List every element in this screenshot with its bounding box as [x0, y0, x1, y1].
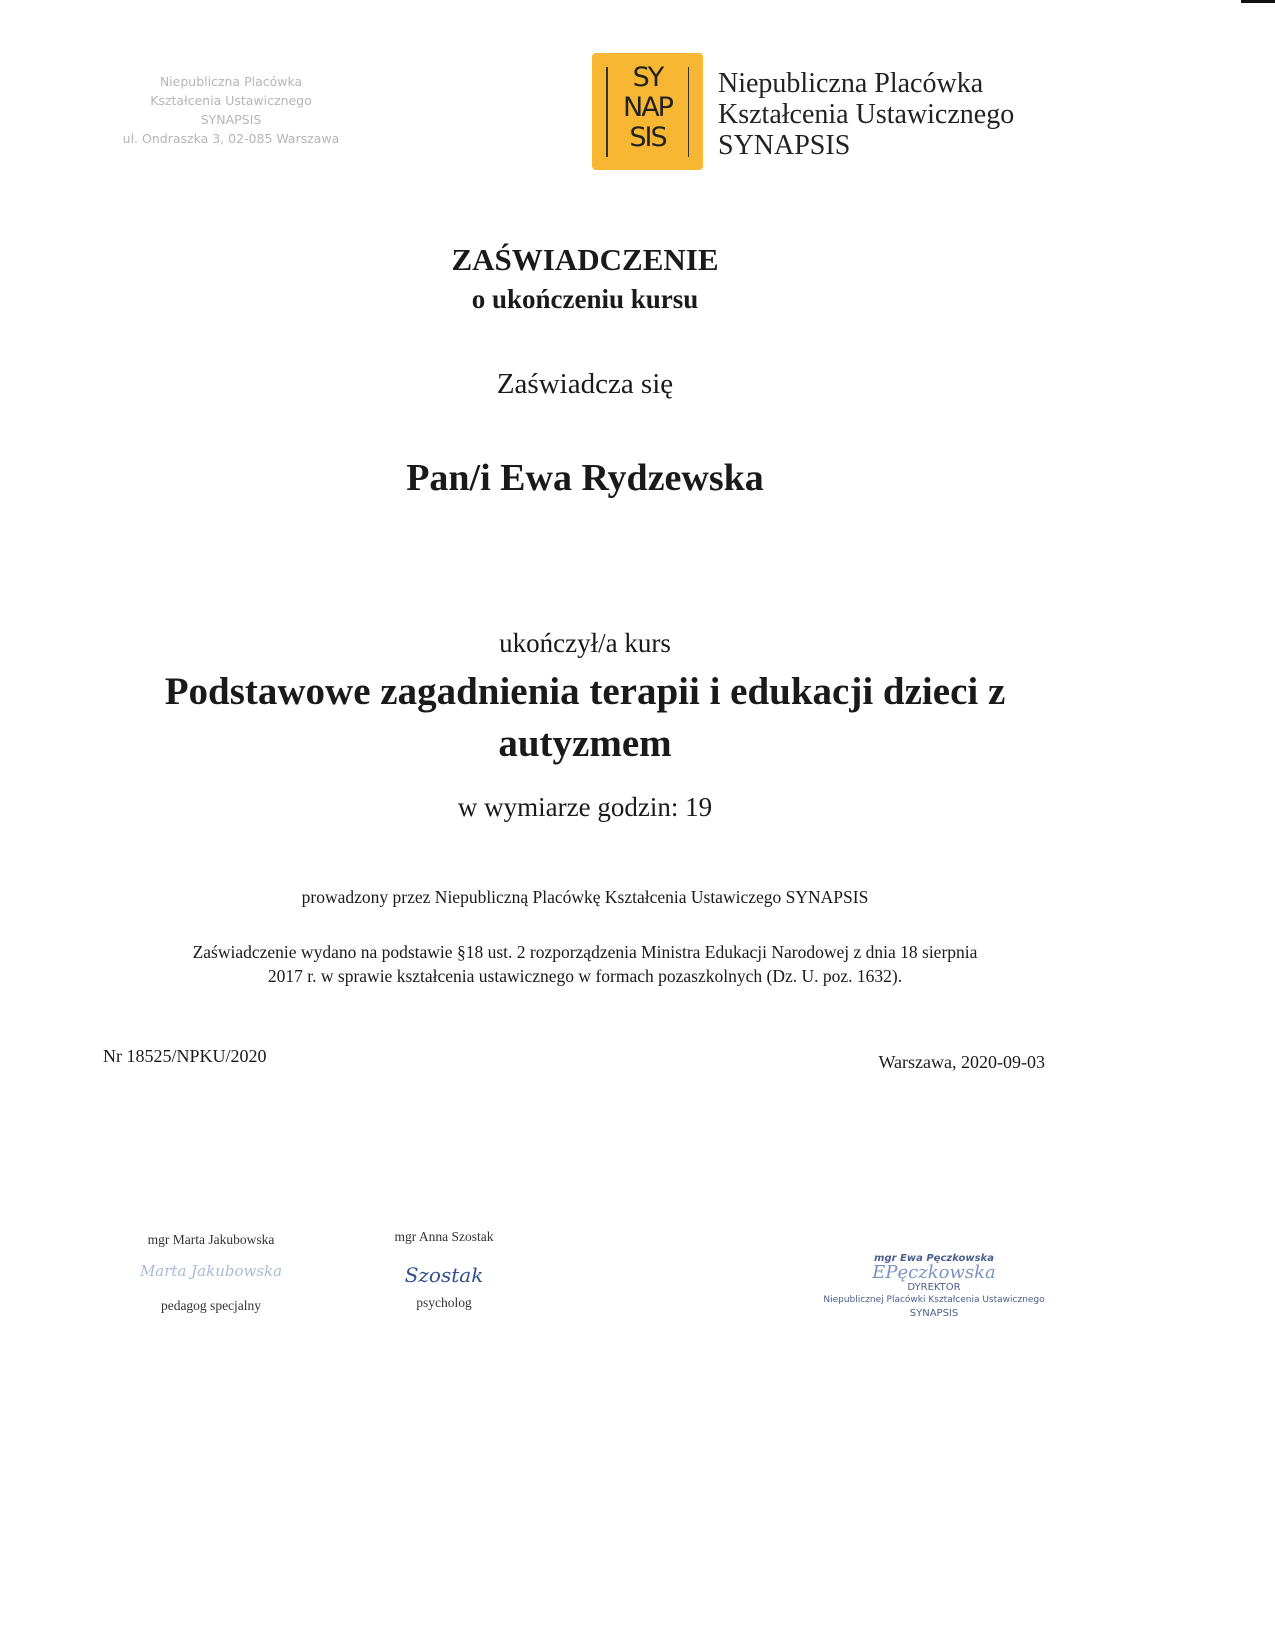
- organization-name: [718, 68, 1014, 161]
- document-title: ZAŚWIADCZENIE: [451, 242, 719, 277]
- course-title-line: autyzmem: [498, 722, 672, 765]
- certifies-text: Zaświadcza się: [496, 368, 674, 400]
- logo-mark-line: SY: [632, 62, 663, 93]
- document-subtitle: o ukończeniu kursu: [471, 284, 699, 314]
- signatory-2: [344, 1229, 544, 1311]
- director-org: Niepublicznej Placówki Kształcenia Ustawicznego: [823, 1295, 1045, 1305]
- org-line: SYNAPSIS: [718, 130, 851, 161]
- director-stamp: [814, 1252, 1054, 1320]
- handwritten-signature: Marta Jakubowska: [139, 1262, 283, 1280]
- legal-basis: [0, 940, 1170, 988]
- certificate-number: Nr 18525/NPKU/2020: [103, 1046, 267, 1066]
- stamp-line: ul. Ondraszka 3, 02-085 Warszawa: [122, 131, 340, 146]
- scan-edge-mark: [1241, 0, 1275, 3]
- course-hours: w wymiarze godzin: 19: [457, 792, 713, 822]
- synapsis-logo: [592, 53, 703, 170]
- signatory-role: pedagog specjalny: [160, 1298, 262, 1313]
- logo-mark-line: NAP: [623, 92, 672, 123]
- institution-stamp: [100, 72, 362, 148]
- signatory-1: [111, 1232, 311, 1314]
- logo-mark-line: SIS: [629, 122, 666, 153]
- org-line: Niepubliczna Placówka: [718, 68, 984, 99]
- provider-text: prowadzony przez Niepubliczną Placówkę Kształcenia Ustawiczego SYNAPSIS: [301, 887, 869, 907]
- director-name: mgr Ewa Pęczkowska: [874, 1253, 994, 1264]
- handwritten-signature: EPęczkowska: [872, 1262, 996, 1283]
- course-title-line: Podstawowe zagadnienia terapii i edukacji dzieci z: [164, 670, 1006, 713]
- legal-line: Zaświadczenie wydano na podstawie §18 ust. 2 rozporządzenia Ministra Edukacji Narodowej z dnia 18 sierpnia: [192, 942, 978, 962]
- handwritten-signature: Szostak: [404, 1263, 484, 1287]
- signatory-role: psycholog: [416, 1295, 472, 1310]
- stamp-line: SYNAPSIS: [200, 112, 262, 127]
- completed-text: ukończył/a kurs: [499, 628, 671, 658]
- signatory-name: mgr Anna Szostak: [394, 1229, 494, 1244]
- director-title: DYREKTOR: [907, 1282, 961, 1293]
- recipient-name: Pan/i Ewa Rydzewska: [406, 457, 764, 499]
- director-org-name: SYNAPSIS: [909, 1308, 959, 1319]
- place-date: Warszawa, 2020-09-03: [878, 1052, 1045, 1072]
- stamp-line: Kształcenia Ustawicznego: [150, 93, 312, 108]
- signatory-name: mgr Marta Jakubowska: [147, 1232, 275, 1247]
- legal-line: 2017 r. w sprawie kształcenia ustawicznego w formach pozaszkolnych (Dz. U. poz. 1632).: [267, 966, 903, 986]
- course-title: [0, 666, 1170, 770]
- org-line: Kształcenia Ustawicznego: [718, 99, 1015, 130]
- stamp-line: Niepubliczna Placówka: [159, 74, 303, 89]
